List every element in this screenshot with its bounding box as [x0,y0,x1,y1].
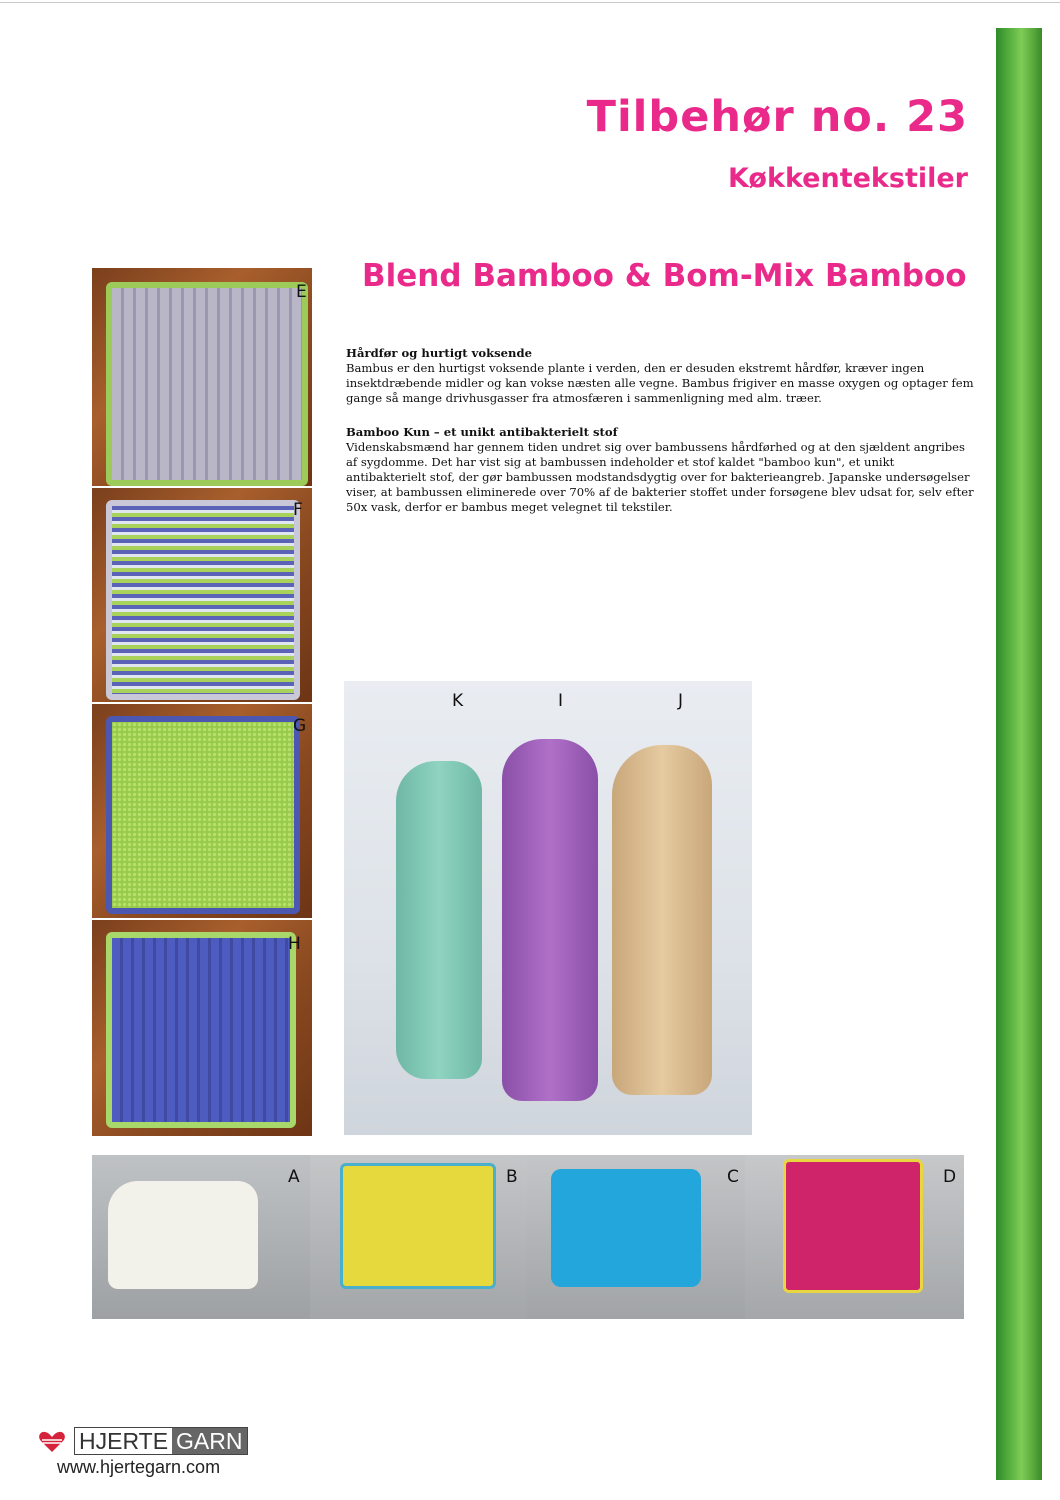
photo-label: D [943,1167,957,1187]
logo-wordmark [74,1427,248,1455]
section-title: Bamboo Kun – et unikt antibakterielt stof [346,425,618,439]
photo-label: F [293,500,303,520]
logo-word-garn: GARN [172,1428,246,1454]
green-side-bar [996,28,1042,1480]
potholder-e [106,282,308,486]
potholder-g [106,716,300,914]
towel-j [612,745,712,1095]
section-title: Hårdfør og hurtigt voksende [346,346,532,360]
cloth-photo-b [310,1155,527,1319]
heart-icon [38,1431,66,1453]
potholder-h [106,932,296,1128]
photo-label: A [288,1167,300,1187]
potholder-photo-g [92,704,312,918]
cloth-photo-d [745,1155,964,1319]
photo-label: H [288,934,301,954]
section-antibacterial [346,425,974,515]
section-body: Bambus er den hurtigst voksende plante i verden, den er desuden ekstremt hårdfør, kræver ingen insektdræbende midler og kan vokse næsten alle vegne. Bambus frigiver en masse oxygen og optager fem gange så mange drivhusgasser fra atmosfæren i sammenligning med alm. træer. [346,361,974,405]
cloth-c [551,1169,701,1287]
section-body: Videnskabsmænd har gennem tiden undret sig over bambussens hårdførhed og at den sjældent angribes af sygdomme. Det har vist sig at bambussen indeholder et stof kaldet "bamboo kun", et unikt antibakterielt stof, der gør bambussen modstandsdygtig over for bakterieangreb. Japanske undersøgelser viser, at bambussen eliminerede over 70% af de bakterier stoffet under forsøgene blev udsat for, selv efter 50x vask, derfor er bambus meget velegnet til tekstiler. [346,440,974,514]
photo-label: J [678,691,684,711]
product-heading: Blend Bamboo & Bom-Mix Bamboo [362,258,967,294]
photo-label: E [296,282,307,302]
cloth-photo-c [527,1155,745,1319]
cloth-photo-a [92,1155,310,1319]
page-subtitle: Køkkentekstiler [727,163,968,194]
photo-label: K [452,691,464,711]
cloth-a [108,1181,258,1289]
towel-k [396,761,482,1079]
towels-photo [344,681,752,1135]
logo-word-hjerte: HJERTE [79,1428,169,1454]
potholder-photo-h [92,920,312,1136]
cloth-d [783,1159,923,1293]
photo-label: C [727,1167,739,1187]
potholder-photo-e [92,268,312,486]
top-rule [0,2,1060,3]
potholder-photo-f [92,488,312,702]
towel-i [502,739,598,1101]
photo-label: I [558,691,564,711]
cloth-b [340,1163,496,1289]
section-hardy [346,346,974,406]
potholder-f [106,500,300,700]
photo-label: B [506,1167,518,1187]
page-title: Tilbehør no. 23 [586,92,968,142]
photo-label: G [293,716,307,736]
website-url: www.hjertegarn.com [57,1457,221,1477]
